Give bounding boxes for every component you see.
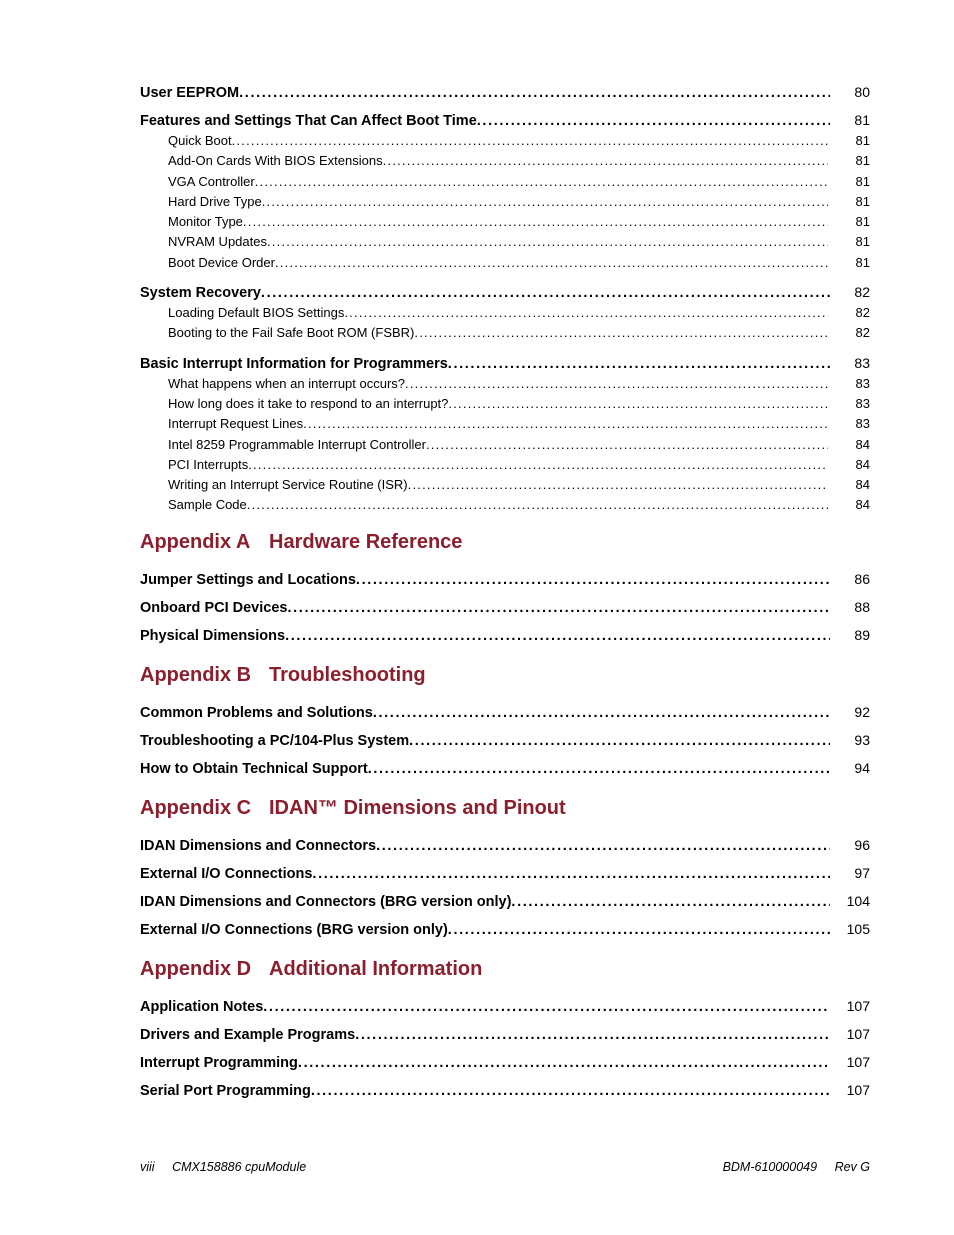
appendix-heading[interactable] xyxy=(140,661,870,689)
toc-entry-title: External I/O Connections xyxy=(140,865,313,882)
toc-subsection-entry[interactable] xyxy=(140,192,870,212)
toc-subsection-entry[interactable] xyxy=(140,435,870,455)
dot-leader xyxy=(232,131,828,151)
toc-entry-page: 84 xyxy=(855,436,870,452)
table-of-contents xyxy=(140,78,870,1104)
toc-entry-title: Jumper Settings and Locations xyxy=(140,571,356,588)
toc-subsection-entry[interactable] xyxy=(140,303,870,323)
dot-leader xyxy=(373,699,830,727)
toc-entry-title: Quick Boot xyxy=(168,133,232,148)
toc-section-entry[interactable] xyxy=(140,621,870,649)
toc-subsection-list xyxy=(140,374,870,516)
dot-leader xyxy=(344,303,828,323)
toc-entry-page: 96 xyxy=(854,836,870,853)
toc-entry-page: 93 xyxy=(854,731,870,748)
dot-leader xyxy=(311,1077,830,1105)
toc-subsection-entry[interactable] xyxy=(140,253,870,273)
revision: Rev G xyxy=(834,1160,870,1174)
toc-entry-page: 81 xyxy=(854,112,870,128)
dot-leader xyxy=(247,495,828,515)
toc-subsection-entry[interactable] xyxy=(140,172,870,192)
toc-entry-title: Add-On Cards With BIOS Extensions xyxy=(168,153,383,169)
dot-leader xyxy=(248,455,828,475)
toc-section-entry[interactable] xyxy=(140,887,870,915)
toc-entry-title: Onboard PCI Devices xyxy=(140,599,288,616)
appendix-title: Additional Information xyxy=(269,957,483,980)
toc-section-entry[interactable] xyxy=(140,754,870,782)
toc-entry-title: PCI Interrupts xyxy=(168,456,249,472)
toc-subsection-entry[interactable] xyxy=(140,232,870,252)
dot-leader xyxy=(405,374,828,394)
toc-entry-page: 81 xyxy=(855,133,870,148)
toc-entry-title: Troubleshooting a PC/104-Plus System xyxy=(140,732,410,749)
appendix-title: Hardware Reference xyxy=(269,530,463,553)
toc-entry-title: NVRAM Updates xyxy=(168,234,267,250)
toc-entry-page: 82 xyxy=(855,325,870,341)
toc-entry-page: 107 xyxy=(846,1081,870,1098)
dot-leader xyxy=(448,916,830,944)
dot-leader xyxy=(312,860,830,888)
toc-entry-title: Interrupt Request Lines xyxy=(168,416,304,432)
dot-leader xyxy=(267,232,828,252)
toc-subsection-entry[interactable] xyxy=(140,455,870,475)
toc-entry-page: 86 xyxy=(854,570,870,587)
toc-entry-page: 83 xyxy=(855,416,870,432)
toc-entry-title: Booting to the Fail Safe Boot ROM (FSBR) xyxy=(168,325,415,341)
appendix-heading[interactable] xyxy=(140,955,870,983)
toc-entry-title: Monitor Type xyxy=(168,214,243,230)
toc-section-entry[interactable] xyxy=(140,78,870,106)
dot-leader xyxy=(275,253,828,273)
dot-leader xyxy=(368,755,830,783)
toc-entry-page: 107 xyxy=(846,1025,870,1042)
toc-entry-page: 84 xyxy=(855,456,870,472)
toc-subsection-entry[interactable] xyxy=(140,374,870,394)
dot-leader xyxy=(262,192,828,212)
toc-section-entry[interactable] xyxy=(140,565,870,593)
dot-leader xyxy=(239,79,830,107)
toc-entry-title: Interrupt Programming xyxy=(140,1054,298,1071)
toc-entry-title: Writing an Interrupt Service Routine (ISR) xyxy=(168,477,408,493)
toc-entry-page: 107 xyxy=(846,997,870,1014)
dot-leader xyxy=(383,151,828,171)
toc-entry-title: Drivers and Example Programs xyxy=(140,1026,356,1043)
toc-subsection-entry[interactable] xyxy=(140,212,870,232)
toc-entry-page: 81 xyxy=(855,193,870,209)
toc-entry-title: Hard Drive Type xyxy=(168,193,262,209)
product-name: CMX158886 cpuModule xyxy=(172,1160,307,1174)
toc-section-entry[interactable] xyxy=(140,1020,870,1048)
toc-subsection-entry[interactable] xyxy=(140,323,870,343)
toc-entry-page: 82 xyxy=(855,305,870,321)
toc-section-entry[interactable] xyxy=(140,831,870,859)
dot-leader xyxy=(243,212,828,232)
toc-entry-page: 94 xyxy=(854,759,870,776)
toc-entry-title: Basic Interrupt Information for Programmers xyxy=(140,355,448,372)
dot-leader xyxy=(303,414,828,434)
toc-entry-title: Sample Code xyxy=(168,497,247,513)
document-number: BDM-610000049 xyxy=(722,1160,818,1174)
toc-entry-title: How long does it take to respond to an interrupt? xyxy=(168,395,449,411)
toc-entry-page: 81 xyxy=(855,254,870,270)
toc-entry-page: 84 xyxy=(855,477,870,493)
toc-entry-page: 82 xyxy=(854,284,870,301)
dot-leader xyxy=(426,435,828,455)
toc-entry-title: Application Notes xyxy=(140,998,264,1015)
toc-section-entry[interactable] xyxy=(140,349,870,377)
toc-subsection-entry[interactable] xyxy=(140,414,870,434)
toc-entry-title: Serial Port Programming xyxy=(140,1082,311,1099)
toc-entry-page: 107 xyxy=(846,1053,870,1070)
toc-entry-page: 84 xyxy=(855,497,870,513)
toc-entry-title: VGA Controller xyxy=(168,173,255,189)
toc-entry-page: 83 xyxy=(855,375,870,391)
dot-leader xyxy=(287,594,830,622)
toc-section-entry[interactable] xyxy=(140,278,870,306)
toc-entry-title: External I/O Connections (BRG version only) xyxy=(140,921,448,938)
dot-leader xyxy=(263,993,830,1021)
toc-entry-page: 81 xyxy=(855,234,870,250)
dot-leader xyxy=(448,394,828,414)
dot-leader xyxy=(356,566,830,594)
dot-leader xyxy=(511,888,830,916)
toc-subsection-entry[interactable] xyxy=(140,394,870,414)
toc-subsection-list xyxy=(140,303,870,344)
toc-entry-page: 81 xyxy=(855,173,870,189)
toc-entry-page: 83 xyxy=(854,354,870,371)
appendix-label: Appendix B xyxy=(140,663,252,686)
toc-section-entry[interactable] xyxy=(140,992,870,1020)
toc-entry-title: Features and Settings That Can Affect Boot Time xyxy=(140,113,477,129)
toc-section-entry[interactable] xyxy=(140,915,870,943)
dot-leader xyxy=(255,172,828,192)
appendix-title: IDAN™ Dimensions and Pinout xyxy=(269,796,566,819)
toc-entry-page: 89 xyxy=(854,626,870,643)
dot-leader xyxy=(298,1049,830,1077)
dot-leader xyxy=(414,323,828,343)
toc-entry-title: What happens when an interrupt occurs? xyxy=(168,375,406,391)
toc-section-entry[interactable] xyxy=(140,1048,870,1076)
appendix-label: Appendix D xyxy=(140,957,252,980)
toc-entry-title: Intel 8259 Programmable Interrupt Controller xyxy=(168,436,426,452)
page-footer xyxy=(140,1160,870,1174)
dot-leader xyxy=(355,1021,830,1049)
toc-entry-title: IDAN Dimensions and Connectors xyxy=(140,837,377,854)
toc-entry-title: System Recovery xyxy=(140,285,261,302)
dot-leader xyxy=(376,832,830,860)
dot-leader xyxy=(409,727,830,755)
toc-entry-title: IDAN Dimensions and Connectors (BRG version only) xyxy=(140,893,512,910)
appendix-title: Troubleshooting xyxy=(269,663,426,686)
dot-leader xyxy=(285,622,830,650)
toc-entry-title: How to Obtain Technical Support xyxy=(140,760,368,777)
toc-section-entry[interactable] xyxy=(140,726,870,754)
toc-entry-title: Physical Dimensions xyxy=(140,627,286,644)
toc-section-entry[interactable] xyxy=(140,1076,870,1104)
toc-subsection-entry[interactable] xyxy=(140,131,870,151)
toc-entry-page: 80 xyxy=(854,84,870,100)
toc-subsection-entry[interactable] xyxy=(140,475,870,495)
toc-section-entry[interactable] xyxy=(140,106,870,134)
toc-entry-page: 105 xyxy=(846,920,870,937)
toc-subsection-list xyxy=(140,131,870,273)
appendix-label: Appendix A xyxy=(140,530,251,553)
toc-entry-page: 81 xyxy=(855,214,870,230)
toc-entry-page: 81 xyxy=(855,153,870,169)
toc-subsection-entry[interactable] xyxy=(140,495,870,515)
toc-entry-title: Common Problems and Solutions xyxy=(140,704,373,721)
toc-entry-page: 88 xyxy=(854,598,870,615)
toc-entry-page: 83 xyxy=(855,395,870,411)
toc-entry-page: 92 xyxy=(854,703,870,720)
toc-entry-title: User EEPROM xyxy=(140,85,240,101)
toc-entry-title: Boot Device Order xyxy=(168,254,275,270)
toc-section-entry[interactable] xyxy=(140,859,870,887)
appendix-heading[interactable] xyxy=(140,794,870,822)
page-number: viii xyxy=(140,1160,155,1174)
appendix-heading[interactable] xyxy=(140,528,870,556)
toc-entry-page: 97 xyxy=(854,864,870,881)
toc-entry-page: 104 xyxy=(846,892,870,909)
toc-section-entry[interactable] xyxy=(140,593,870,621)
toc-section-entry[interactable] xyxy=(140,698,870,726)
toc-entry-title: Loading Default BIOS Settings xyxy=(168,305,345,321)
toc-subsection-entry[interactable] xyxy=(140,151,870,171)
appendix-label: Appendix C xyxy=(140,796,252,819)
dot-leader xyxy=(408,475,828,495)
